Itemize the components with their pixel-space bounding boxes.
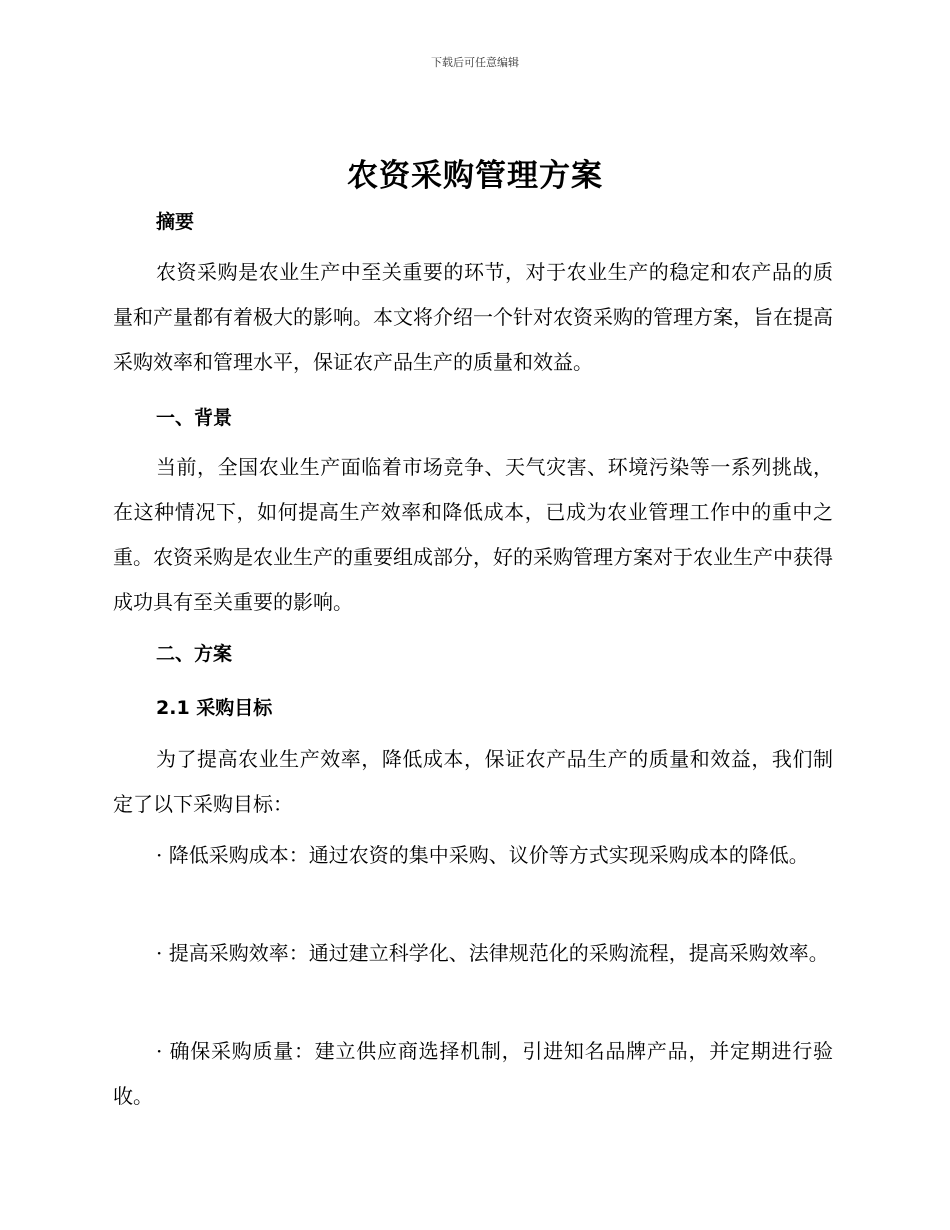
abstract-paragraph: 农资采购是农业生产中至关重要的环节，对于农业生产的稳定和农产品的质量和产量都有着极大的影响。本文将介绍一个针对农资采购的管理方案，旨在提高采购效率和管理水平，保证农产品生产的质量和效益。: [113, 260, 833, 374]
background-heading: 一、背景: [156, 407, 233, 429]
document-title: 农资采购管理方案: [347, 158, 603, 194]
bullet-item-efficiency: · 提高采购效率：通过建立科学化、法律规范化的采购流程，提高采购效率。: [156, 941, 829, 965]
abstract-heading: 摘要: [156, 211, 195, 233]
background-paragraph: 当前，全国农业生产面临着市场竞争、天气灾害、环境污染等一系列挑战，在这种情况下，如何提高生产效率和降低成本，已成为农业管理工作中的重中之重。农资采购是农业生产的重要组成部分，好的采购管理方案对于农业生产中获得成功具有至关重要的影响。: [113, 455, 833, 614]
bullet-item-quality: · 确保采购质量：建立供应商选择机制，引进知名品牌产品，并定期进行验收。: [113, 1039, 833, 1108]
goal-intro-paragraph: 为了提高农业生产效率，降低成本，保证农产品生产的质量和效益，我们制定了以下采购目标：: [113, 747, 833, 816]
page-header-note: 下载后可任意编辑: [431, 56, 519, 69]
bullet-item-cost: · 降低采购成本：通过农资的集中采购、议价等方式实现采购成本的降低。: [156, 843, 809, 867]
goal-subheading: 2.1 采购目标: [156, 697, 273, 719]
plan-heading: 二、方案: [156, 643, 233, 665]
